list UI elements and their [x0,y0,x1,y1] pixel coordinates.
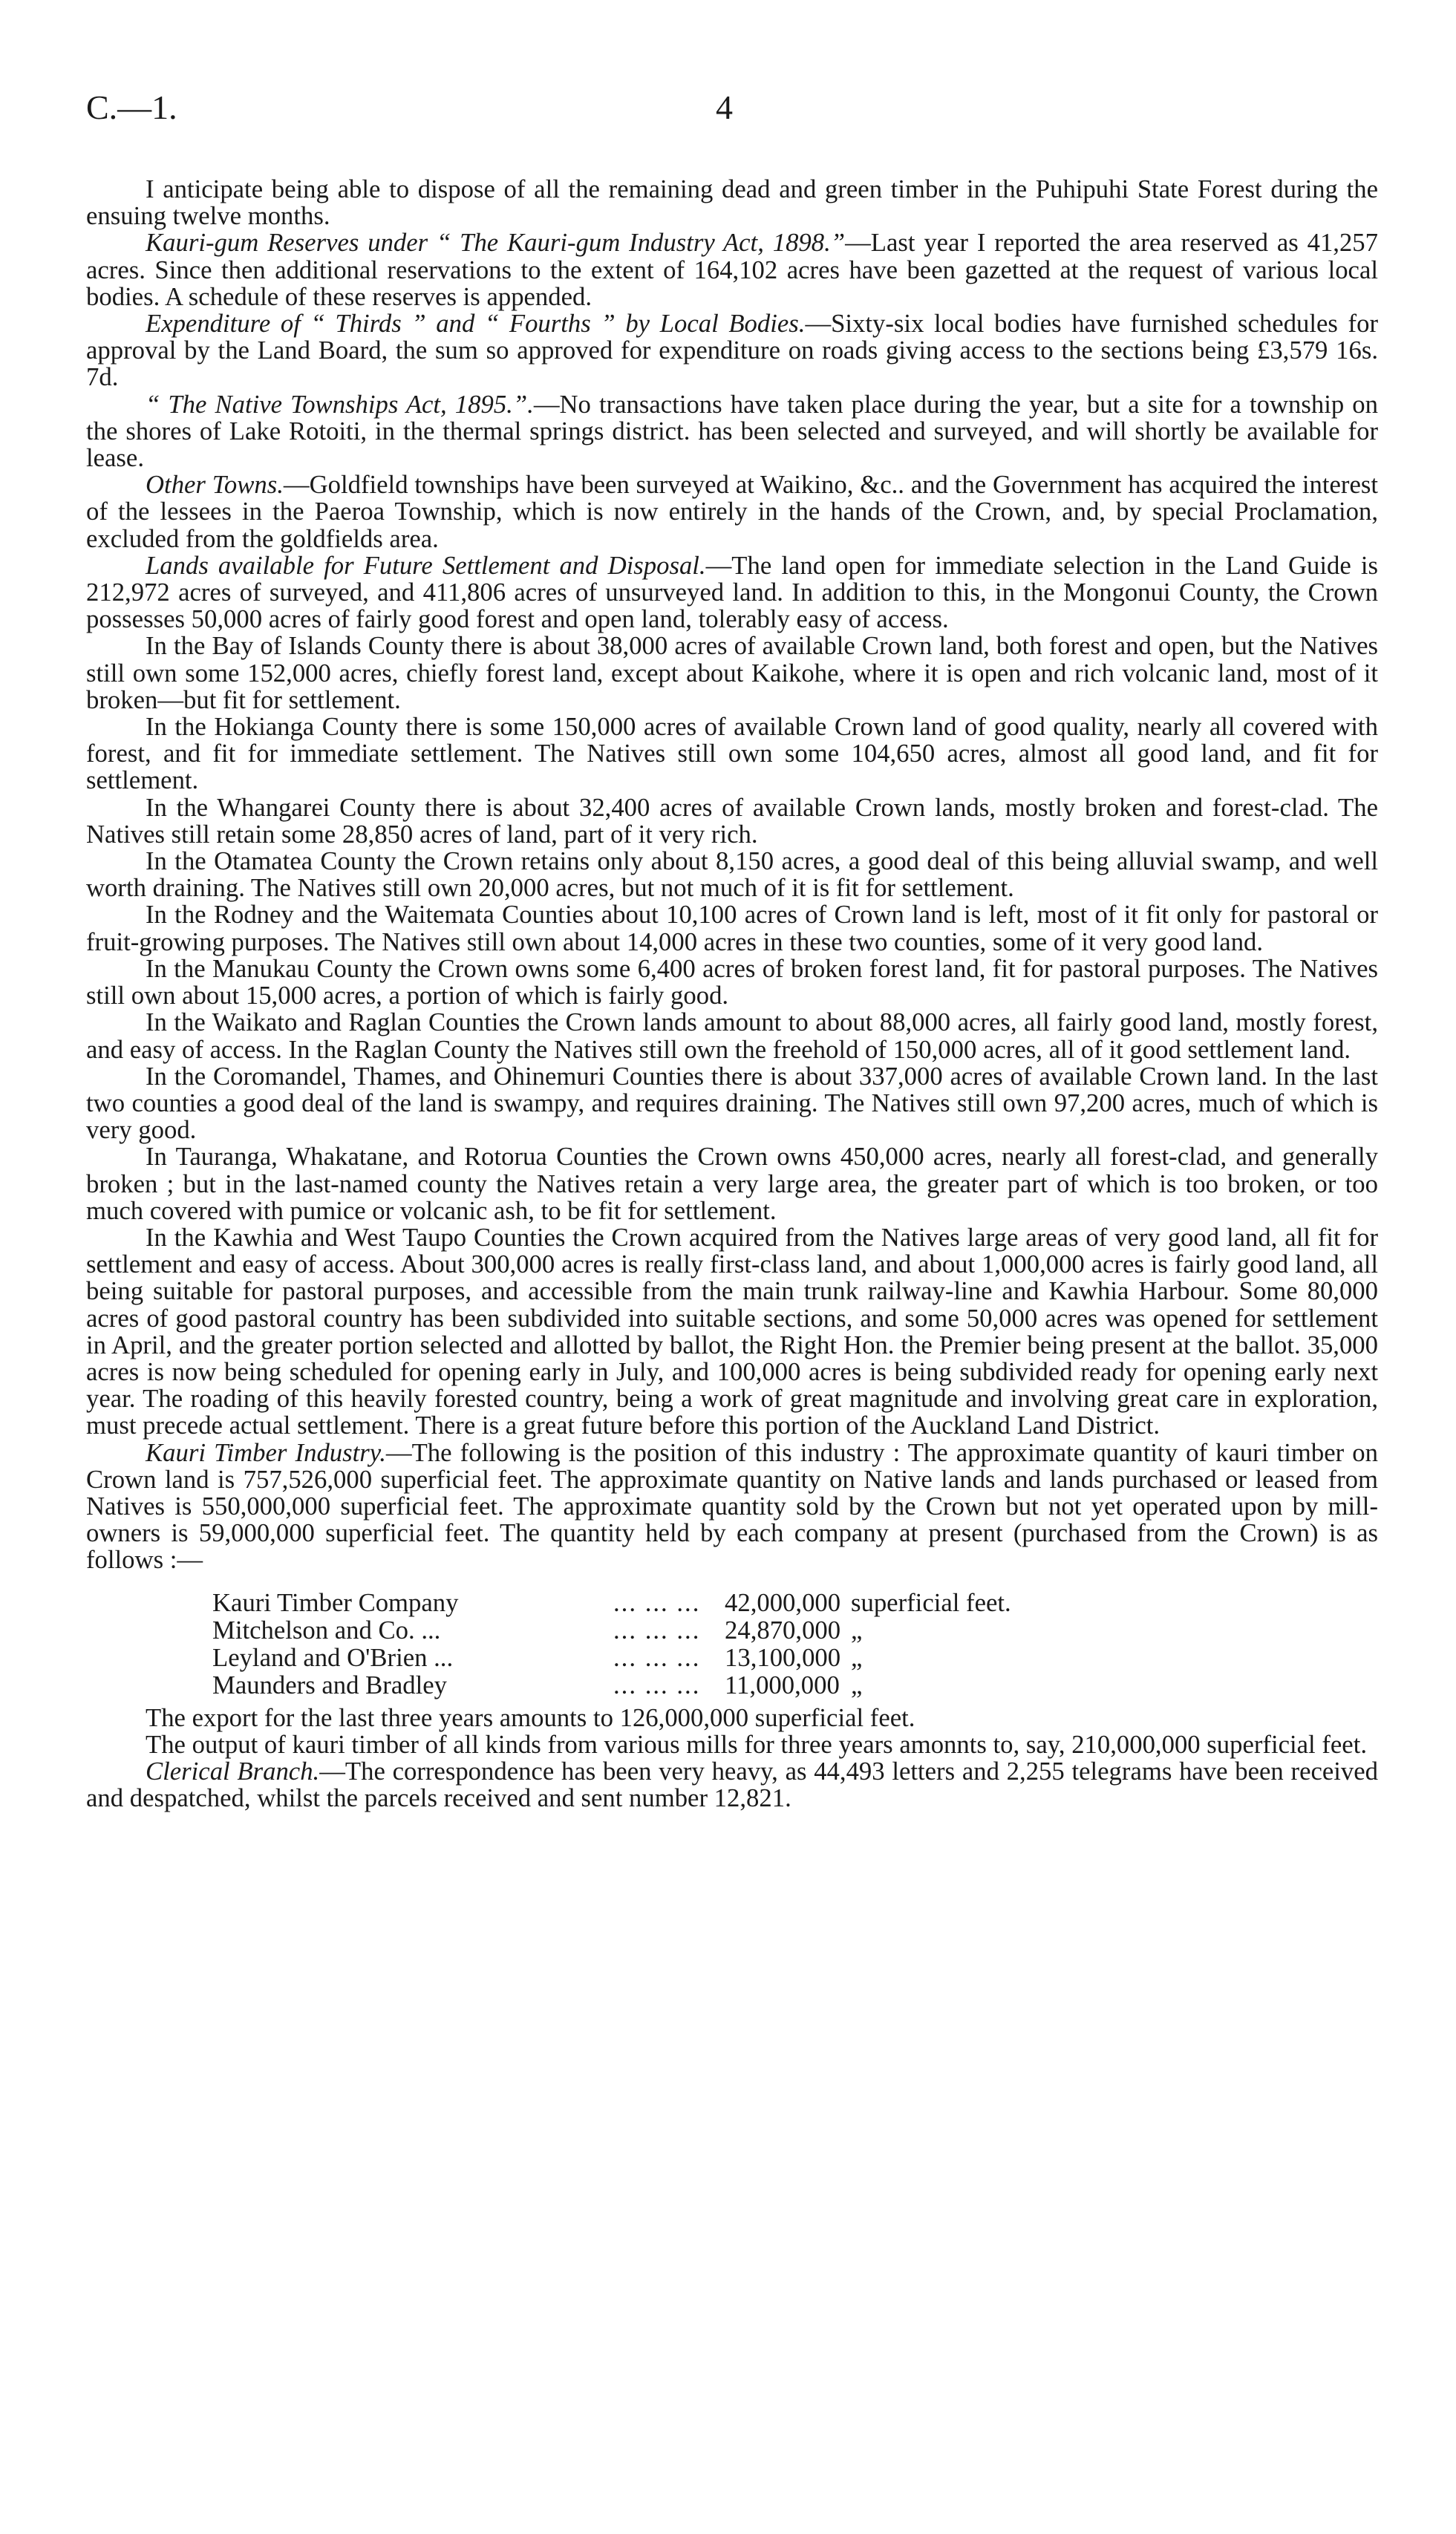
main-paragraphs [86,176,1378,1574]
paragraph-text: In Tauranga, Whakatane, and Rotorua Counties the Crown owns 450,000 acres, nearly all forest-clad, and generally broken ; but in the last-named county the Natives retain a very large area, the greater part of which is too broken, or too much covered with pumice or volcanic ash, to be fit for settlement. [86,1142,1378,1225]
paragraph [86,633,1378,713]
paragraph-text: In the Otamatea County the Crown retains only about 8,150 acres, a good deal of this being alluvial swamp, and well worth draining. The Natives still own 20,000 acres, but not much of it is fit for settlement. [86,846,1378,903]
paragraph [86,901,1378,955]
paragraph [86,1009,1378,1062]
paragraph [86,1224,1378,1440]
paragraph-text: —No transactions have taken place during the year, but a site for a township on the shores of Lake Rotoiti, in the thermal springs district. has been selected and surveyed, and will shortly be available for lease. [86,389,1378,473]
paragraph-heading: “ The Native Townships Act, 1895.”. [146,389,534,419]
paragraph-text: —The land open for immediate selection in the Land Guide is 212,972 acres of surveyed, and 411,806 acres of unsurveyed land. In addition to this, in the Mongonui County, the Crown possesses 50,000 acres of fairly good forest and open land, tolerably easy of access. [86,550,1378,634]
paragraph-text: In the Coromandel, Thames, and Ohinemuri Counties there is about 337,000 acres of available Crown land. In the last two counties a good deal of the land is swampy, and requires draining. The Natives still own 97,200 acres, much of which is very good. [86,1061,1378,1145]
quantity-value: 11,000,000 [725,1670,840,1699]
paragraph [86,552,1378,633]
paragraph [86,1437,1378,1575]
quantity-value: 24,870,000 [725,1615,841,1645]
quantity-unit: „ [851,1615,863,1645]
company-name: Maunders and Bradley [212,1670,447,1699]
company-name: Mitchelson and Co. ... [212,1615,441,1645]
page-number: 4 [716,88,733,126]
paragraph [86,229,1378,310]
table-row [212,1644,1011,1671]
paragraph [86,1731,1378,1758]
paragraph-heading: Expenditure of “ Thirds ” and “ Fourths ” by Local Bodies. [146,309,806,339]
paragraph-heading: Kauri-gum Reserves under “ The Kauri-gum Industry Act, 1898.” [146,228,846,258]
table-row [212,1671,1011,1699]
paragraph [86,1758,1378,1812]
paragraph-text: In the Rodney and the Waitemata Counties about 10,100 acres of Crown land is left, most of it fit only for pastoral or fruit-growing purposes. The Natives still own about 14,000 acres in these two counties, some of it very good land. [86,900,1378,956]
paragraph-text: In the Hokianga County there is some 150,000 acres of available Crown land of good quality, nearly all covered with forest, and fit for immediate settlement. The Natives still own some 104,650 acres, almost all good land, and fit for settlement. [86,712,1378,795]
paragraph [86,794,1378,848]
paragraph-text: The output of kauri timber of all kinds from various mills for three years amonnts to, say, 210,000,000 superficial feet. [146,1729,1368,1759]
company-name: Kauri Timber Company [212,1587,459,1617]
paragraph-text: In the Whangarei County there is about 32,400 acres of available Crown lands, mostly broken and forest-clad. The Natives still retain some 28,850 acres of land, part of it very rich. [86,792,1378,849]
paragraph [86,471,1378,552]
document-reference: C.—1. [86,88,177,126]
paragraph-heading: Lands available for Future Settlement and Disposal. [146,550,706,580]
table-row [212,1616,1011,1644]
paragraph [86,391,1378,472]
document-body [86,176,1378,1812]
paragraph-text: In the Waikato and Raglan Counties the Crown lands amount to about 88,000 acres, all fairly good land, mostly forest, and easy of access. In the Raglan County the Natives still own the freehold of 150,000 acres, all of it good settlement land. [86,1008,1378,1064]
paragraph-text: In the Kawhia and West Taupo Counties the Crown acquired from the Natives large areas of very good land, all fit for settlement and easy of access. About 300,000 acres is really first-class land, and about 1,000,000 acres is fairly good land, all being suitable for pastoral purposes, and accessible from the main trunk railway-line and Kawhia Harbour. Some 80,000 acres of good pastoral country has been subdivided into suitable sections, and some 50,000 acres was opened for settlement in April, and the greater portion selected and allotted by ballot, the Right Hon. the Premier being present at the ballot. 35,000 acres is now being scheduled for opening early in July, and 100,000 acres is being subdivided ready for opening early next year. The roading of this heavily forested country, being a work of great magnitude and involving great care in exploration, must precede actual settlement. There is a great future before this portion of the Auckland Land District. [86,1222,1378,1440]
paragraph-text: I anticipate being able to dispose of all the remaining dead and green timber in the Puhipuhi State Forest during the ensuing twelve months. [86,174,1378,231]
quantity-unit: „ [851,1670,863,1699]
paragraph-text: —The following is the position of this industry : The approximate quantity of kauri timber on Crown land is 757,526,000 superficial feet. The approximate quantity on Native lands and lands purchased or leased from Natives is 550,000,000 superficial feet. The approximate quantity sold by the Crown but not yet operated upon by mill-owners is 59,000,000 superficial feet. The quantity held by each company at present (purchased from the Crown) is as follows :— [86,1437,1378,1575]
paragraph [86,310,1378,391]
quantity-value: 42,000,000 [725,1587,841,1617]
paragraph [86,1143,1378,1224]
paragraph-text: —The correspondence has been very heavy, as 44,493 letters and 2,255 telegrams have been received and despatched, whilst the parcels received and sent number 12,821. [86,1756,1378,1813]
paragraph-text: In the Manukau County the Crown owns some 6,400 acres of broken forest land, fit for pastoral purposes. The Natives still own about 15,000 acres, a portion of which is fairly good. [86,953,1378,1010]
paragraph-heading: Other Towns. [146,470,284,500]
quantity-unit: „ [851,1642,863,1672]
paragraph-text: —Sixty-six local bodies have furnished schedules for approval by the Land Board, the sum so approved for expenditure on roads giving access to the sections being £3,579 16s. 7d. [86,309,1378,392]
quantity-value: 13,100,000 [725,1642,841,1672]
paragraph-text: The export for the last three years amounts to 126,000,000 superficial feet. [146,1702,915,1732]
paragraph [86,713,1378,794]
leader-dots: ... ... ... [613,1615,701,1645]
paragraph [86,1063,1378,1144]
page-header [86,88,1378,132]
paragraph [86,1702,1378,1732]
paragraph [86,848,1378,901]
closing-paragraphs [86,1702,1378,1813]
company-name: Leyland and O'Brien ... [212,1642,454,1672]
paragraph-heading: Clerical Branch. [146,1756,320,1786]
leader-dots: ... ... ... [613,1670,701,1699]
paragraph-text: —Last year I reported the area reserved as 41,257 acres. Since then additional reservations to the extent of 164,102 acres have been gazetted at the request of various local bodies. A schedule of these reserves is appended. [86,228,1378,311]
leader-dots: ... ... ... [613,1642,701,1672]
paragraph [86,176,1378,229]
quantity-unit: superficial feet. [851,1587,1011,1617]
paragraph-text: In the Bay of Islands County there is about 38,000 acres of available Crown land, both forest and open, but the Natives still own some 152,000 acres, chiefly forest land, except about Kaikohe, where it is open and rich volcanic land, most of it broken—but fit for settlement. [86,631,1378,714]
paragraph-text: —Goldfield townships have been surveyed at Waikino, &c.. and the Government has acquired the interest of the lessees in the Paeroa Township, which is now entirely in the hands of the Crown, and, by special Proclamation, excluded from the goldfields area. [86,470,1379,553]
paragraph [86,953,1378,1010]
kauri-companies-table [212,1589,1011,1699]
leader-dots: ... ... ... [613,1587,701,1617]
paragraph-heading: Kauri Timber Industry. [146,1437,386,1467]
table-row [212,1589,1011,1616]
